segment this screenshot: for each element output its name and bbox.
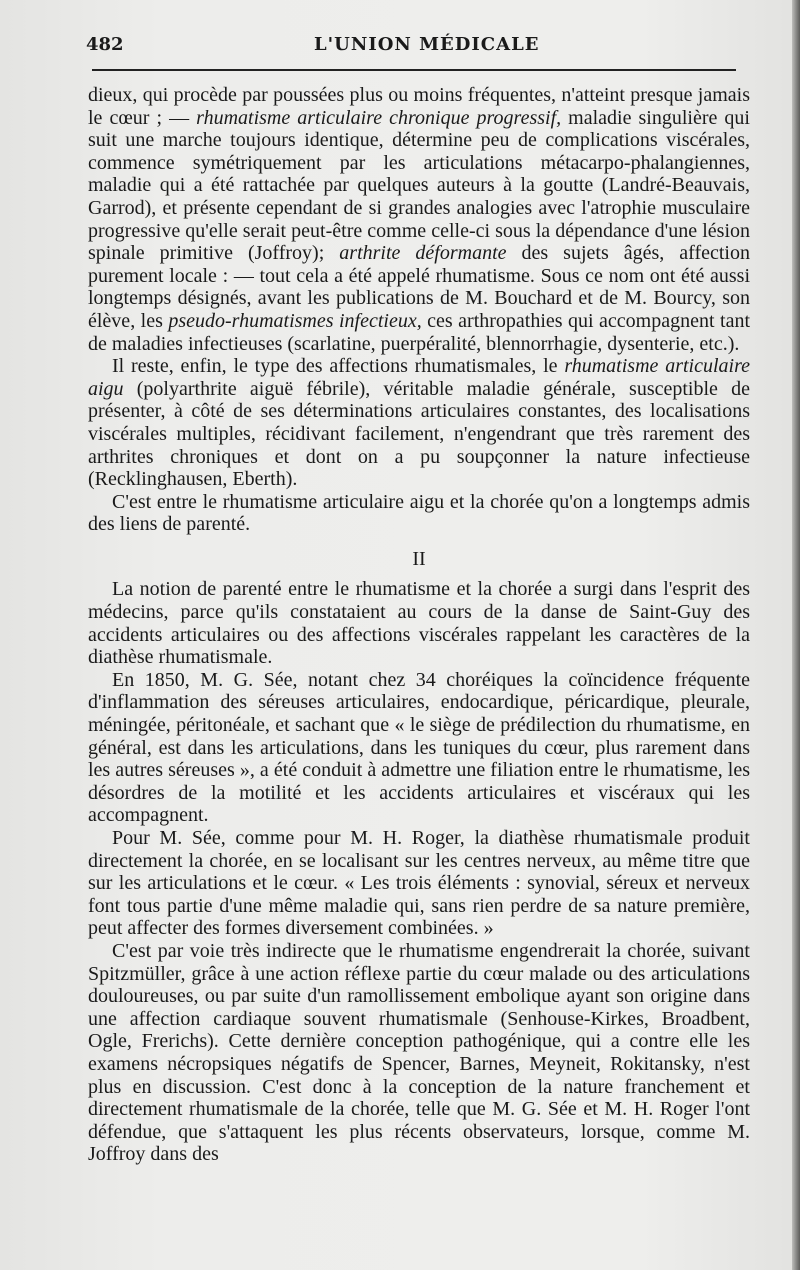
text-run: (polyarthrite aiguë fébrile), véritable maladie générale, susceptible de présenter, à côté de ses déterminations articulaires constantes, des localisations viscérales multiples, récidivant facilement, n'engendrant que très rarement des arthrites chroniques et dont on a pu soupçonner la nature infectieuse (Recklinghausen, Eberth). (88, 377, 750, 491)
page-number: 482 (86, 34, 124, 55)
italic-run: arthrite déformante (339, 242, 507, 265)
page-edge-shadow (792, 0, 800, 1270)
paragraph: C'est entre le rhumatisme articulaire aigu et la chorée qu'on a longtemps admis des liens de parenté. (88, 490, 750, 536)
text-run: des sujets âgés, affection purement locale : — tout cela a été appelé rhumatisme. Sous ce nom ont été aussi longtemps désignés, avant les publications de M. Bouchard et de M. Bourcy, son élève, les (88, 242, 750, 332)
paragraph (88, 355, 750, 491)
text-run: ces arthropathies qui accompagnent tant de maladies infectieuses (scarlatine, puerpéralité, blennorrhagie, dysenterie, etc.). (88, 309, 750, 355)
header-rule (92, 69, 736, 71)
paragraph (88, 84, 750, 355)
text-run: maladie singulière qui suit une marche toujours identique, détermine peu de complications viscérales, commence symétriquement par les articulations métacarpo-phalangiennes, maladie qui a été rattachée par quelques auteurs à la goutte (Landré-Beauvais, Garrod), et présente cependant de si grandes analogies avec l'atrophie musculaire progressive qu'elle serait peut-être comme celle-ci sous la dépendance d'une lésion spinale primitive (Joffroy); (88, 106, 750, 265)
paragraph: La notion de parenté entre le rhumatisme et la chorée a surgi dans l'esprit des médecins, parce qu'ils constataient au cours de la danse de Saint-Guy des accidents articulaires ou des affections viscérales rappelant les caractères de la diathèse rhumatismale. (88, 578, 750, 669)
paragraph: C'est par voie très indirecte que le rhumatisme engendrerait la chorée, suivant Spitzmüller, grâce à une action réflexe partie du cœur malade ou des articulations douloureuses, ou par suite d'un ramollissement embolique ayant son origine dans une affection cardiaque souvent rhumatismale (Senhouse-Kirkes, Broadbent, Ogle, Frerichs). Cette dernière conception pathogénique, qui a contre elle les examens nécropsiques négatifs de Spencer, Barnes, Meyneit, Rokitansky, n'est plus en discussion. C'est donc à la conception de la nature franchement et directement rhumatismale de la chorée, telle que M. G. Sée et M. H. Roger l'ont défendue, que s'attaquent les plus récents observateurs, lorsque, comme M. Joffroy dans des (88, 939, 750, 1166)
section-number: II (412, 547, 426, 570)
paragraph: Pour M. Sée, comme pour M. H. Roger, la diathèse rhumatismale produit directement la chorée, en se localisant sur les centres nerveux, au même titre que sur les articulations et le cœur. « Les trois éléments : synovial, séreux et nerveux font tous partie d'une même maladie qui, sans rien perdre de sa nature première, peut affecter des formes diversement combinées. » (88, 827, 750, 940)
paragraph: En 1850, M. G. Sée, notant chez 34 choréiques la coïncidence fréquente d'inflammation des séreuses articulaires, endocardique, péricardique, pleurale, méningée, péritonéale, et sachant que « le siège de prédilection du rhumatisme, en général, est dans les articulations, dans les tuniques du cœur, plus rarement dans les autres séreuses », a été conduit à admettre une filiation entre le rhumatisme, les désordres de la motilité et les accidents articulaires et viscéraux qui les accompagnent. (88, 668, 750, 827)
italic-run: pseudo-rhumatismes infectieux, (168, 309, 422, 332)
text-run: Il reste, enfin, le type des affections rhumatismales, le (112, 355, 565, 378)
page-header (86, 34, 736, 64)
italic-run: rhumatisme articulaire aigu (88, 355, 750, 400)
running-title: L'UNION MÉDICALE (314, 34, 540, 55)
text-run: dieux, qui procède par poussées plus ou moins fréquentes, n'atteint presque jamais le cœur ; — (88, 84, 750, 129)
body-text (88, 84, 750, 1166)
italic-run: rhumatisme articulaire chronique progressif, (196, 106, 562, 129)
